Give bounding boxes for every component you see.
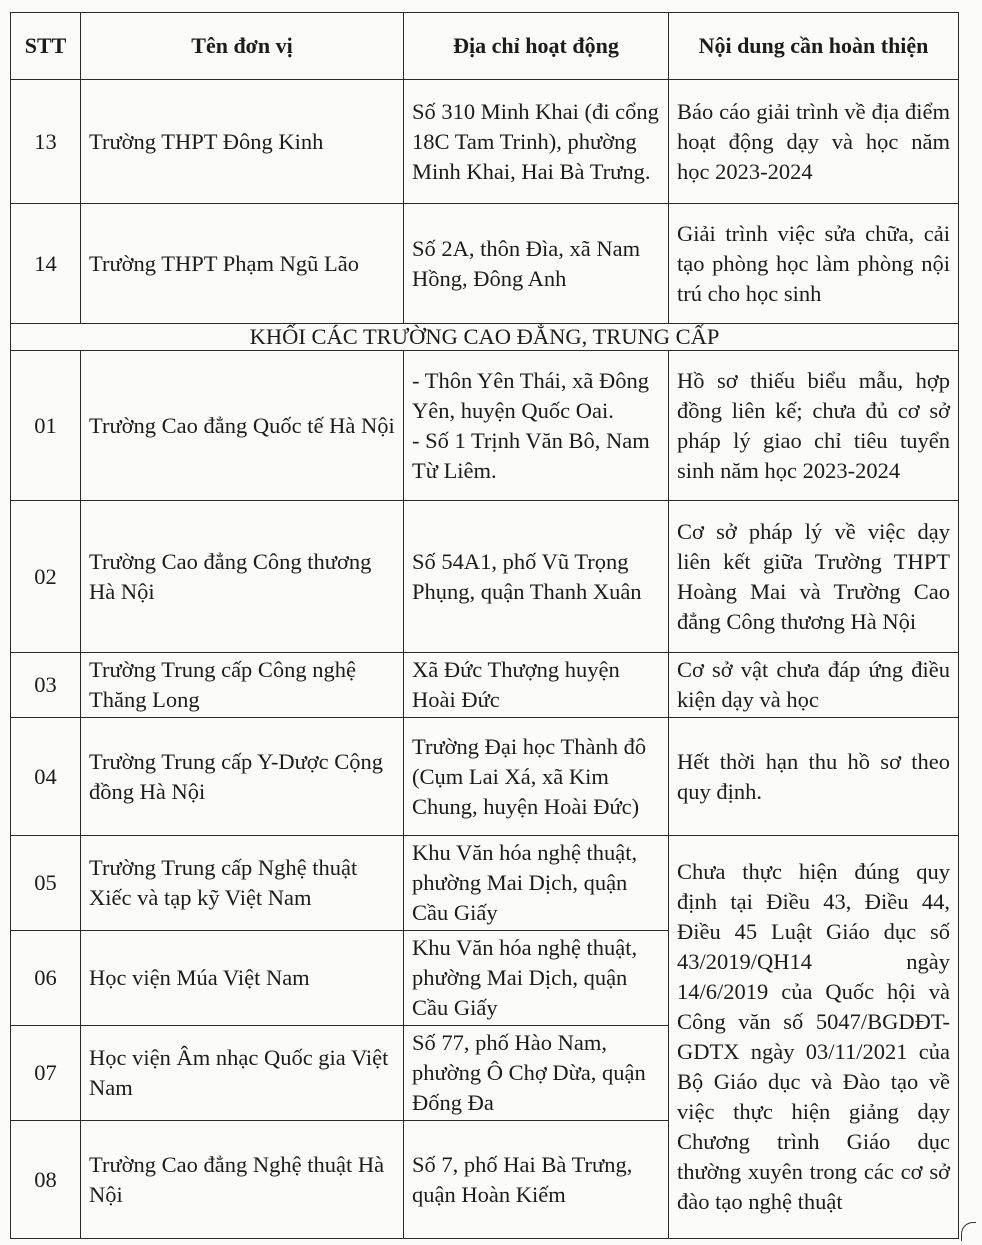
row-unit-name: Học viện Âm nhạc Quốc gia Việt Nam: [81, 1026, 404, 1121]
shared-content: Chưa thực hiện đúng quy định tại Điều 43, Điều 44, Điều 45 Luật Giáo dục số 43/2019/QH14 ngày 14/6/2019 của Quốc hội và Công văn số 5047/BGDĐT-GDTX ngày 03/11/2021 của Bộ Giáo dục và Đào tạo về việc thực hiện giảng dạy Chương trình Giáo dục thường xuyên trong các cơ sở đào tạo nghệ thuật: [669, 836, 959, 1239]
row-unit-name: Trường Trung cấp Y-Dược Cộng đồng Hà Nội: [81, 718, 404, 836]
row-address: [404, 351, 669, 501]
row-content: Hồ sơ thiếu biểu mẫu, hợp đồng liên kế; chưa đủ cơ sở pháp lý giao chỉ tiêu tuyển sinh năm học 2023-2024: [669, 351, 959, 501]
table-row: [11, 836, 959, 931]
header-content: Nội dung cần hoàn thiện: [669, 13, 959, 80]
address-line: - Số 1 Trịnh Văn Bô, Nam Từ Liêm.: [412, 427, 650, 483]
row-unit-name: Trường Cao đẳng Nghệ thuật Hà Nội: [81, 1121, 404, 1239]
row-unit-name: Trường THPT Đông Kinh: [81, 80, 404, 204]
row-address: Xã Đức Thượng huyện Hoài Đức: [404, 653, 669, 718]
row-content: Giải trình việc sửa chữa, cải tạo phòng học làm phòng nội trú cho học sinh: [669, 204, 959, 324]
row-stt: 05: [11, 836, 81, 931]
table-row: [11, 80, 959, 204]
header-unit-name: Tên đơn vị: [81, 13, 404, 80]
page-corner-mark: [961, 1222, 976, 1241]
row-address: Số 77, phố Hào Nam, phường Ô Chợ Dừa, quận Đống Đa: [404, 1026, 669, 1121]
row-stt: 08: [11, 1121, 81, 1239]
table-header-row: [11, 13, 959, 80]
row-stt: 02: [11, 501, 81, 653]
row-content: Cơ sở pháp lý về việc dạy liên kết giữa Trường THPT Hoàng Mai và Trường Cao đẳng Công thương Hà Nội: [669, 501, 959, 653]
row-unit-name: Trường Cao đẳng Công thương Hà Nội: [81, 501, 404, 653]
address-line: - Thôn Yên Thái, xã Đông Yên, huyện Quốc Oai.: [412, 367, 650, 423]
row-unit-name: Trường Trung cấp Nghệ thuật Xiếc và tạp kỹ Việt Nam: [81, 836, 404, 931]
row-stt: 07: [11, 1026, 81, 1121]
header-address: Địa chỉ hoạt động: [404, 13, 669, 80]
row-address: Trường Đại học Thành đô (Cụm Lai Xá, xã Kim Chung, huyện Hoài Đức): [404, 718, 669, 836]
section-title: KHỐI CÁC TRƯỜNG CAO ĐẲNG, TRUNG CẤP: [11, 324, 959, 351]
row-stt: 04: [11, 718, 81, 836]
row-unit-name: Trường THPT Phạm Ngũ Lão: [81, 204, 404, 324]
row-stt: 13: [11, 80, 81, 204]
table-row: [11, 718, 959, 836]
table-row: [11, 351, 959, 501]
row-address: Số 310 Minh Khai (đi cổng 18C Tam Trinh), phường Minh Khai, Hai Bà Trưng.: [404, 80, 669, 204]
table-row: [11, 501, 959, 653]
row-address: Số 2A, thôn Đìa, xã Nam Hồng, Đông Anh: [404, 204, 669, 324]
row-address: Số 7, phố Hai Bà Trưng, quận Hoàn Kiếm: [404, 1121, 669, 1239]
row-unit-name: Trường Cao đẳng Quốc tế Hà Nội: [81, 351, 404, 501]
table-row: [11, 204, 959, 324]
row-address: Số 54A1, phố Vũ Trọng Phụng, quận Thanh Xuân: [404, 501, 669, 653]
row-stt: 14: [11, 204, 81, 324]
row-address: Khu Văn hóa nghệ thuật, phường Mai Dịch, quận Cầu Giấy: [404, 836, 669, 931]
row-unit-name: Trường Trung cấp Công nghệ Thăng Long: [81, 653, 404, 718]
table-row: [11, 653, 959, 718]
header-stt: STT: [11, 13, 81, 80]
row-unit-name: Học viện Múa Việt Nam: [81, 931, 404, 1026]
row-content: Hết thời hạn thu hồ sơ theo quy định.: [669, 718, 959, 836]
row-content: Cơ sở vật chưa đáp ứng điều kiện dạy và học: [669, 653, 959, 718]
row-stt: 06: [11, 931, 81, 1026]
row-stt: 03: [11, 653, 81, 718]
unit-table: [10, 12, 959, 1239]
row-content: Báo cáo giải trình về địa điểm hoạt động dạy và học năm học 2023-2024: [669, 80, 959, 204]
section-row: [11, 324, 959, 351]
row-stt: 01: [11, 351, 81, 501]
row-address: Khu Văn hóa nghệ thuật, phường Mai Dịch, quận Cầu Giấy: [404, 931, 669, 1026]
